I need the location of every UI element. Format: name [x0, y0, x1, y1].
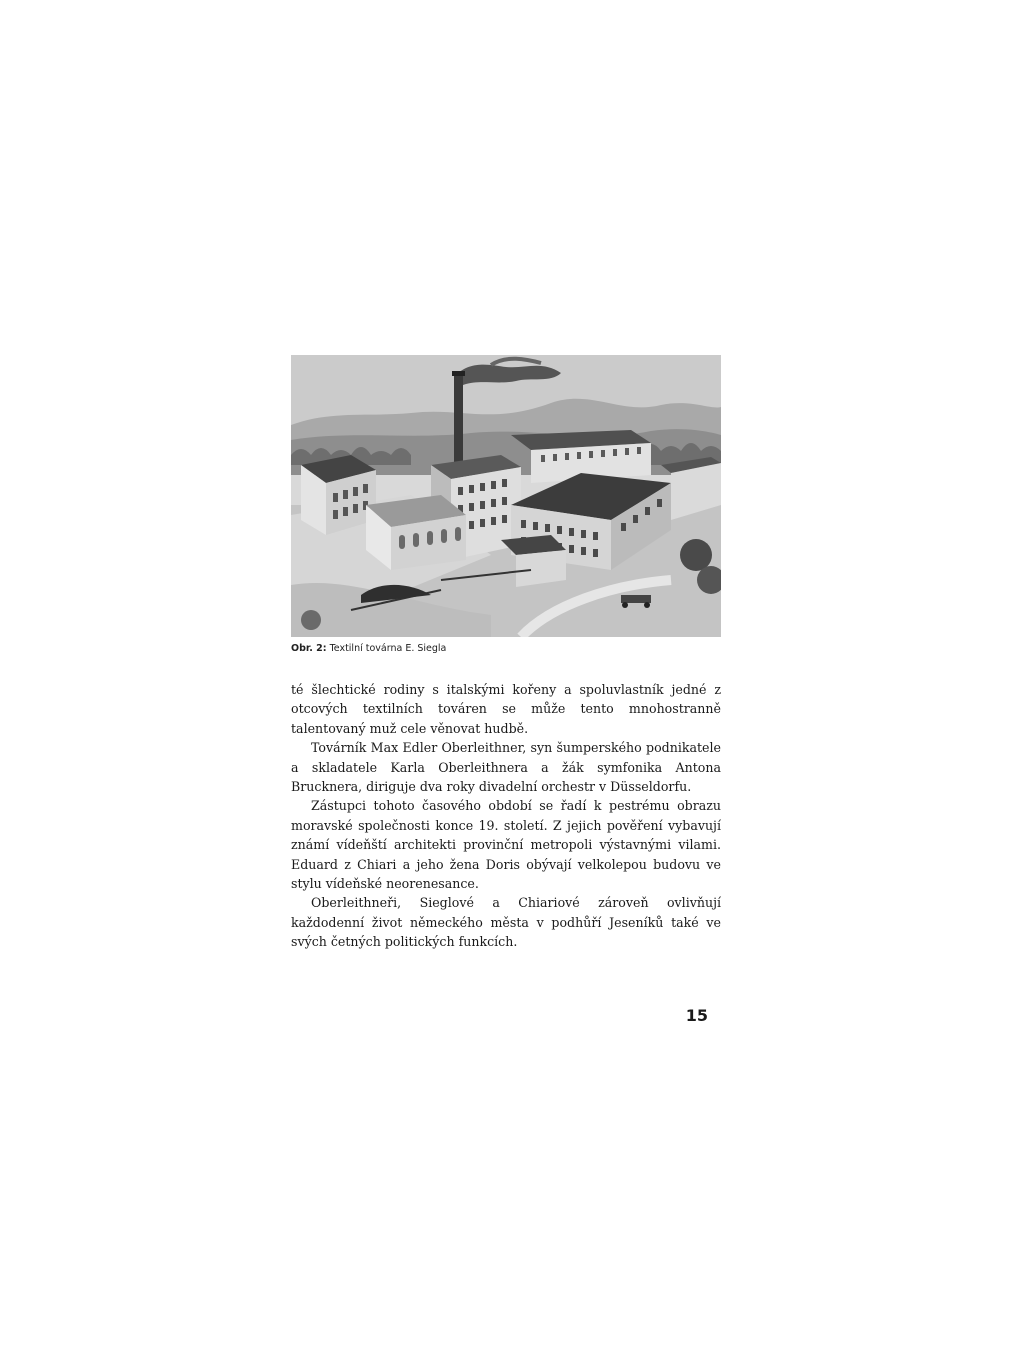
page-number: 15 [685, 1006, 708, 1025]
factory-drawing [291, 355, 721, 637]
factory-illustration [291, 355, 721, 637]
paragraph-4: Oberleithneři, Sieglové a Chiariové zároveň ovlivňují každodenní život německého města v podhůří Jeseníků také ve svých četných politických funkcích. [291, 895, 721, 950]
paragraph-1: té šlechtické rodiny s italskými kořeny a spoluvlastník jedné z otcových textilních továren se může tento mnohostranně talentovaný muž cele věnovat hudbě. [291, 682, 721, 736]
figure-caption [291, 642, 721, 656]
caption-label: Obr. 2: [291, 643, 327, 654]
paragraph-3: Zástupci tohoto časového období se řadí k pestrému obrazu moravské společnosti konce 19. století. Z jejich pověření vybavují známí vídeňští architekti provinční metropoli výstavnými vilami. Eduard z Chiari a jeho žena Doris obývají velkolepou budovu ve stylu vídeňské neorenesance. [291, 798, 721, 892]
caption-text: Textilní továrna E. Siegla [329, 643, 447, 654]
paragraph-2: Továrník Max Edler Oberleithner, syn šumperského podnikatele a skladatele Karla Oberleithnera a žák symfonika Antona Brucknera, diriguje dva roky divadelní orchestr v Düsseldorfu. [291, 740, 721, 795]
body-text [291, 680, 721, 952]
